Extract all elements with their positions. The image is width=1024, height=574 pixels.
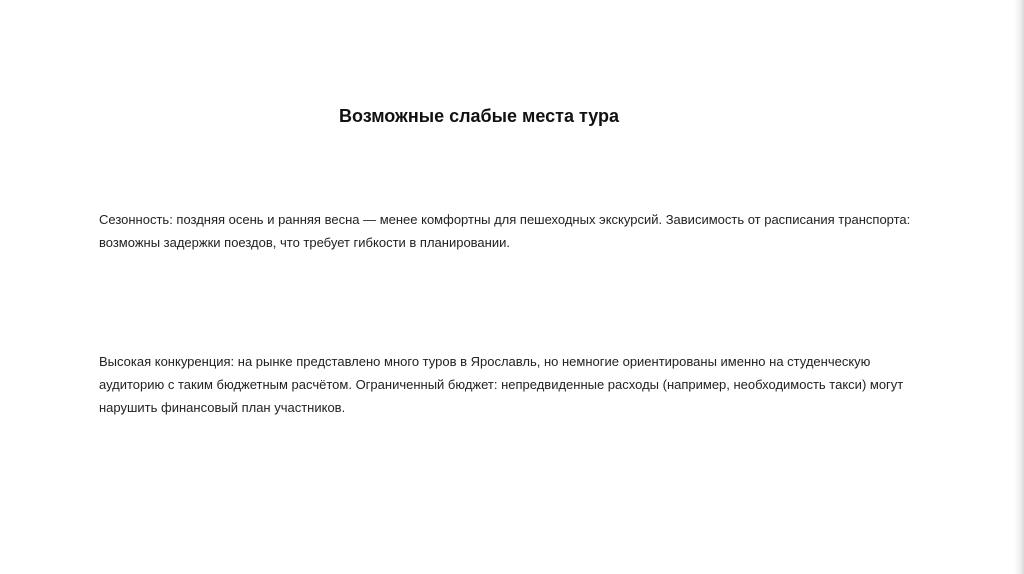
paragraph-competition: Высокая конкуренция: на рынке представлено много туров в Ярославль, но немногие ориентированы именно на студенческую аудиторию с таким бюджетным расчётом. Ограниченный бюджет: непредвиденные расходы (например, необходимость такси) могут нарушить финансовый план участников.	[99, 354, 904, 415]
slide-title: Возможные слабые места тура	[338, 106, 620, 126]
paragraph-seasonality: Сезонность: поздняя осень и ранняя весна — менее комфортны для пешеходных экскурсий. Зависимость от расписания транспорта: возможны задержки поездов, что требует гибкости в планировании.	[99, 212, 911, 250]
page-edge-shadow	[1014, 0, 1024, 574]
